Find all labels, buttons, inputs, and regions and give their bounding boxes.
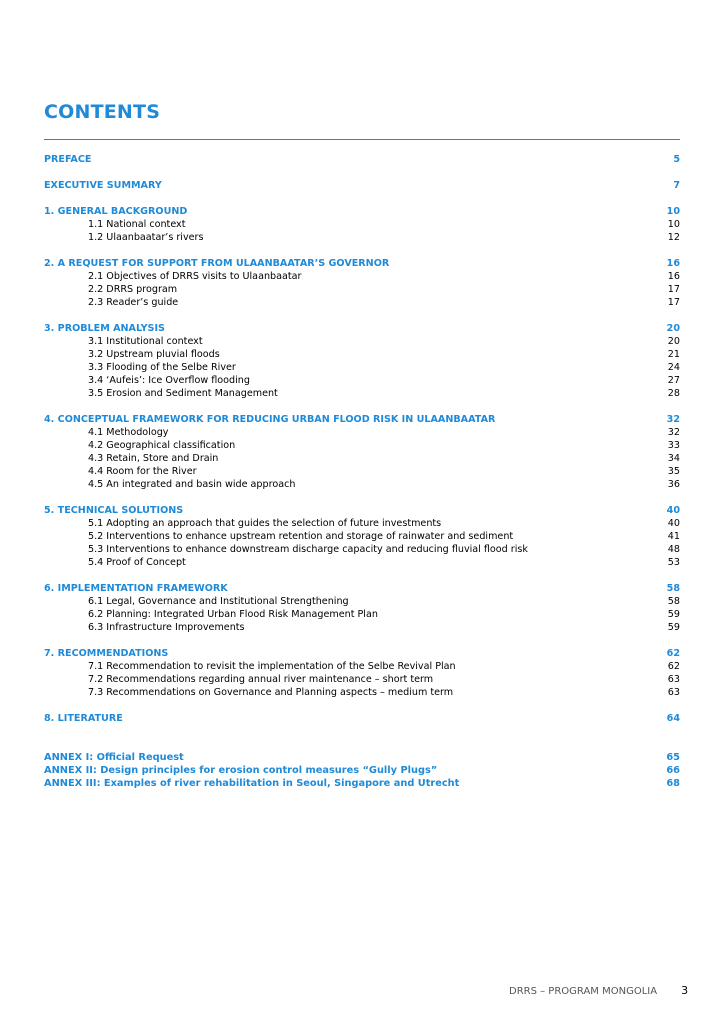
toc-subsection[interactable] xyxy=(44,426,680,439)
toc-subsection[interactable] xyxy=(44,517,680,530)
toc-subsection[interactable] xyxy=(44,478,680,491)
toc-subsection[interactable] xyxy=(44,439,680,452)
toc-subsection[interactable] xyxy=(44,387,680,400)
toc-subsection[interactable] xyxy=(44,361,680,374)
toc-entry-label: 3.4 ‘Aufeis’: Ice Overflow flooding xyxy=(88,375,250,386)
toc-annex[interactable] xyxy=(44,751,680,764)
table-of-contents xyxy=(44,153,680,790)
toc-subsection[interactable] xyxy=(44,595,680,608)
toc-entry-label: 1. GENERAL BACKGROUND xyxy=(44,206,188,217)
toc-section[interactable] xyxy=(44,647,680,660)
toc-entry-page: 59 xyxy=(667,622,680,633)
toc-entry-page: 32 xyxy=(666,414,680,425)
toc-entry-page: 68 xyxy=(666,778,680,789)
toc-subsection[interactable] xyxy=(44,543,680,556)
toc-entry-page: 20 xyxy=(667,336,680,347)
toc-entry-page: 27 xyxy=(667,375,680,386)
toc-entry-label: 3.2 Upstream pluvial floods xyxy=(88,349,220,360)
toc-entry-page: 7 xyxy=(673,180,680,191)
toc-spacer xyxy=(44,569,680,582)
toc-section[interactable] xyxy=(44,179,680,192)
toc-entry-label: 4.1 Methodology xyxy=(88,427,169,438)
toc-section[interactable] xyxy=(44,504,680,517)
toc-section[interactable] xyxy=(44,322,680,335)
toc-entry-page: 17 xyxy=(667,284,680,295)
toc-entry-label: 5.2 Interventions to enhance upstream retention and storage of rainwater and sediment xyxy=(88,531,514,542)
toc-entry-page: 35 xyxy=(667,466,680,477)
toc-entry-label: 6.1 Legal, Governance and Institutional Strengthening xyxy=(88,596,349,607)
toc-subsection[interactable] xyxy=(44,231,680,244)
toc-entry-label: 7.1 Recommendation to revisit the implementation of the Selbe Revival Plan xyxy=(88,661,456,672)
toc-entry-label: 4.3 Retain, Store and Drain xyxy=(88,453,219,464)
toc-entry-page: 24 xyxy=(667,362,680,373)
toc-entry-page: 65 xyxy=(666,752,680,763)
toc-subsection[interactable] xyxy=(44,296,680,309)
toc-entry-label: 3. PROBLEM ANALYSIS xyxy=(44,323,165,334)
toc-entry-page: 59 xyxy=(667,609,680,620)
toc-subsection[interactable] xyxy=(44,452,680,465)
toc-entry-label: 7.2 Recommendations regarding annual river maintenance – short term xyxy=(88,674,434,685)
title-divider xyxy=(44,139,680,140)
toc-entry-page: 32 xyxy=(667,427,680,438)
footer-text: DRRS – PROGRAM MONGOLIA xyxy=(509,986,658,997)
toc-entry-label: EXECUTIVE SUMMARY xyxy=(44,180,162,191)
toc-entry-label: PREFACE xyxy=(44,154,92,165)
toc-subsection[interactable] xyxy=(44,530,680,543)
toc-entry-page: 41 xyxy=(667,531,680,542)
toc-entry-page: 16 xyxy=(666,258,680,269)
toc-entry-label: 3.5 Erosion and Sediment Management xyxy=(88,388,278,399)
toc-entry-page: 5 xyxy=(673,154,680,165)
toc-entry-page: 10 xyxy=(666,206,680,217)
toc-spacer xyxy=(44,634,680,647)
toc-entry-page: 62 xyxy=(667,661,680,672)
toc-entry-label: 1.1 National context xyxy=(88,219,186,230)
toc-entry-page: 66 xyxy=(666,765,680,776)
toc-subsection[interactable] xyxy=(44,686,680,699)
toc-entry-page: 28 xyxy=(667,388,680,399)
toc-subsection[interactable] xyxy=(44,283,680,296)
toc-spacer xyxy=(44,192,680,205)
toc-entry-page: 64 xyxy=(666,713,680,724)
toc-entry-label: 2.1 Objectives of DRRS visits to Ulaanbaatar xyxy=(88,271,302,282)
toc-subsection[interactable] xyxy=(44,465,680,478)
toc-spacer xyxy=(44,244,680,257)
page-footer xyxy=(509,984,688,997)
toc-entry-label: 7. RECOMMENDATIONS xyxy=(44,648,169,659)
toc-spacer xyxy=(44,309,680,322)
toc-entry-label: 5.4 Proof of Concept xyxy=(88,557,186,568)
toc-entry-page: 17 xyxy=(667,297,680,308)
toc-entry-label: 5.1 Adopting an approach that guides the selection of future investments xyxy=(88,518,442,529)
toc-entry-label: 4.5 An integrated and basin wide approach xyxy=(88,479,296,490)
toc-entry-page: 53 xyxy=(667,557,680,568)
toc-entry-page: 58 xyxy=(666,583,680,594)
toc-entry-label: 5.3 Interventions to enhance downstream discharge capacity and reducing fluvial flood risk xyxy=(88,544,528,555)
toc-spacer xyxy=(44,400,680,413)
toc-entry-label: ANNEX I: Official Request xyxy=(44,752,184,763)
toc-entry-page: 40 xyxy=(667,518,680,529)
toc-section[interactable] xyxy=(44,582,680,595)
toc-entry-page: 63 xyxy=(667,674,680,685)
toc-entry-label: 3.1 Institutional context xyxy=(88,336,203,347)
toc-annex[interactable] xyxy=(44,777,680,790)
toc-entry-label: ANNEX III: Examples of river rehabilitation in Seoul, Singapore and Utrecht xyxy=(44,778,460,789)
toc-spacer xyxy=(44,166,680,179)
toc-entry-page: 12 xyxy=(667,232,680,243)
toc-entry-page: 58 xyxy=(667,596,680,607)
toc-subsection[interactable] xyxy=(44,556,680,569)
toc-subsection[interactable] xyxy=(44,621,680,634)
toc-subsection[interactable] xyxy=(44,608,680,621)
toc-entry-label: 2. A REQUEST FOR SUPPORT FROM ULAANBAATAR’S GOVERNOR xyxy=(44,258,390,269)
toc-entry-page: 20 xyxy=(666,323,680,334)
toc-entry-page: 33 xyxy=(667,440,680,451)
toc-entry-label: 8. LITERATURE xyxy=(44,713,123,724)
toc-entry-page: 40 xyxy=(666,505,680,516)
page-number: 3 xyxy=(681,984,689,997)
toc-subsection[interactable] xyxy=(44,270,680,283)
toc-entry-label: 4. CONCEPTUAL FRAMEWORK FOR REDUCING URBAN FLOOD RISK IN ULAANBAATAR xyxy=(44,414,496,425)
toc-entry-page: 16 xyxy=(667,271,680,282)
toc-section[interactable] xyxy=(44,413,680,426)
toc-subsection[interactable] xyxy=(44,660,680,673)
toc-spacer xyxy=(44,725,680,751)
toc-entry-label: 5. TECHNICAL SOLUTIONS xyxy=(44,505,184,516)
toc-annex[interactable] xyxy=(44,764,680,777)
toc-entry-page: 63 xyxy=(667,687,680,698)
toc-entry-label: 2.2 DRRS program xyxy=(88,284,178,295)
toc-entry-label: 6. IMPLEMENTATION FRAMEWORK xyxy=(44,583,228,594)
page-title: CONTENTS xyxy=(44,101,161,123)
toc-entry-label: 6.3 Infrastructure Improvements xyxy=(88,622,245,633)
toc-subsection[interactable] xyxy=(44,335,680,348)
toc-subsection[interactable] xyxy=(44,218,680,231)
toc-section[interactable] xyxy=(44,153,680,166)
toc-entry-label: 6.2 Planning: Integrated Urban Flood Risk Management Plan xyxy=(88,609,378,620)
toc-entry-page: 34 xyxy=(667,453,680,464)
toc-entry-label: 3.3 Flooding of the Selbe River xyxy=(88,362,236,373)
toc-spacer xyxy=(44,699,680,712)
toc-section[interactable] xyxy=(44,205,680,218)
toc-entry-label: 2.3 Reader’s guide xyxy=(88,297,179,308)
toc-entry-page: 48 xyxy=(667,544,680,555)
toc-subsection[interactable] xyxy=(44,374,680,387)
toc-entry-label: 4.4 Room for the River xyxy=(88,466,197,477)
toc-entry-page: 36 xyxy=(667,479,680,490)
toc-section[interactable] xyxy=(44,257,680,270)
toc-entry-label: 7.3 Recommendations on Governance and Planning aspects – medium term xyxy=(88,687,454,698)
toc-spacer xyxy=(44,491,680,504)
toc-section[interactable] xyxy=(44,712,680,725)
toc-subsection[interactable] xyxy=(44,673,680,686)
toc-entry-label: 1.2 Ulaanbaatar’s rivers xyxy=(88,232,204,243)
toc-subsection[interactable] xyxy=(44,348,680,361)
toc-entry-page: 10 xyxy=(667,219,680,230)
toc-entry-page: 62 xyxy=(666,648,680,659)
toc-entry-label: 4.2 Geographical classification xyxy=(88,440,236,451)
toc-entry-page: 21 xyxy=(667,349,680,360)
toc-entry-label: ANNEX II: Design principles for erosion control measures “Gully Plugs” xyxy=(44,765,438,776)
